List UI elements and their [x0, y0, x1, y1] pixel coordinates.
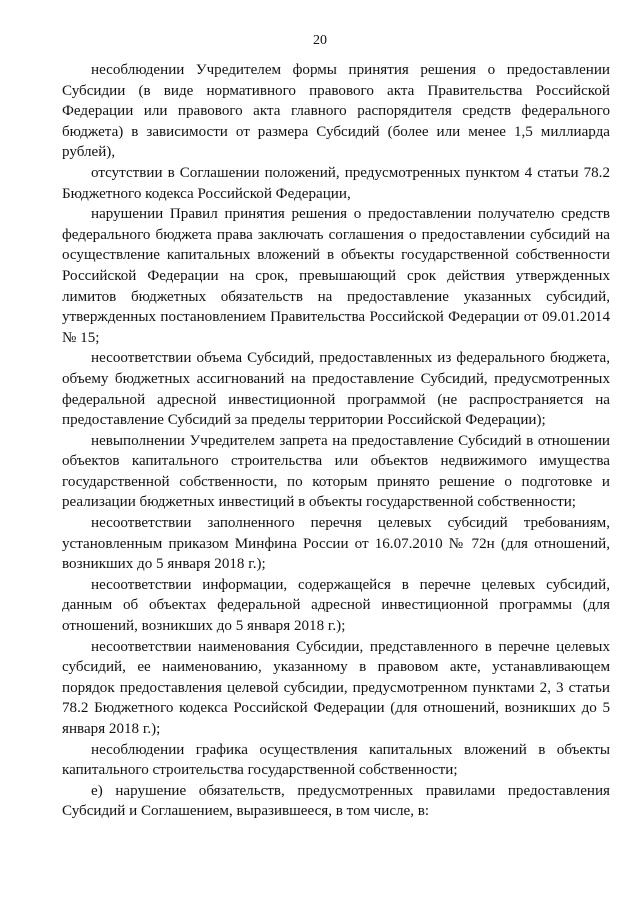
paragraph-name-mismatch: несоответствии наименования Субсидии, представленного в перечне целевых субсидий, ее наименованию, указанному в правовом акте, устанавливающем порядок предоставления целевой субсидии, предусмотренном пунктами 2, 3 статьи 78.2 Бюджетного кодекса Российской Федерации (для отношений, возникших до 5 января 2018 г.);: [62, 638, 610, 737]
paragraph-item-e: е) нарушение обязательств, предусмотренных правилами предоставления Субсидий и Соглашением, выразившееся, в том числе, в:: [62, 782, 610, 820]
paragraph-prohibition-noncompliance: невыполнении Учредителем запрета на предоставление Субсидий в отношении объектов капитального строительства или объектов недвижимого имущества государственной собственности, по которым принято решение о подготовке и реализации бюджетных инвестиций в объекты государственной собственности;: [62, 432, 610, 511]
paragraph-violation-of-rules: нарушении Правил принятия решения о предоставлении получателю средств федерального бюджета права заключать соглашения о предоставлении субсидий на осуществление капитальных вложений в объекты государственной собственности Российской Федерации на срок, превышающий срок действия утвержденных лимитов бюджетных обязательств на предоставление указанных субсидий, утвержденных постановлением Правительства Российской Федерации от 09.01.2014 № 15;: [62, 206, 610, 346]
paragraph-list-requirements: несоответствии заполненного перечня целевых субсидий требованиям, установленным приказом Минфина России от 16.07.2010 № 72н (для отношений, возникших до 5 января 2018 г.);: [62, 515, 610, 573]
paragraph-absence-of-provisions: отсутствии в Соглашении положений, предусмотренных пунктом 4 статьи 78.2 Бюджетного кодекса Российской Федерации,: [62, 164, 610, 202]
paragraph-volume-mismatch: несоответствии объема Субсидий, предоставленных из федерального бюджета, объему бюджетных ассигнований на предоставление Субсидий, предусмотренных федеральной адресной инвестиционной программой (не распространяется на предоставление Субсидий за пределы территории Российской Федерации);: [62, 350, 610, 429]
paragraph-schedule-noncompliance: несоблюдении графика осуществления капитальных вложений в объекты капитального строительства государственной собственности;: [62, 741, 610, 779]
paragraph-form-of-decision: несоблюдении Учредителем формы принятия решения о предоставлении Субсидии (в виде нормативного правового акта Правительства Российской Федерации или правового акта главного распорядителя средств федерального бюджета) в зависимости от размера Субсидий (более или менее 1,5 миллиарда рублей),: [62, 62, 610, 161]
document-body: [62, 60, 610, 822]
paragraph-information-mismatch: несоответствии информации, содержащейся в перечне целевых субсидий, данным об объектах федеральной адресной инвестиционной программы (для отношений, возникших до 5 января 2018 г.);: [62, 576, 610, 635]
page-number: 20: [313, 33, 327, 48]
